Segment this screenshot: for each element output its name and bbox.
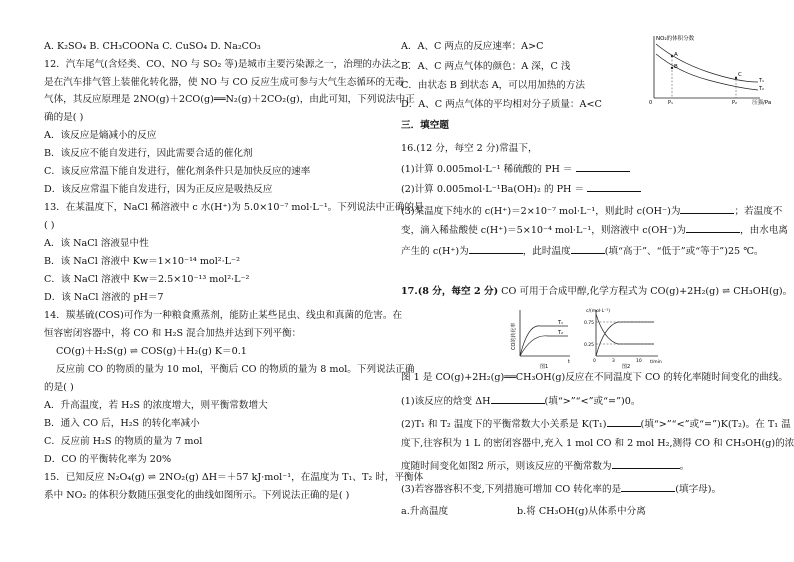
q12-line-1: 12．汽车尾气(含烃类、CO、NO 与 SO₂ 等)是城市主要污染源之一，治理的办法之一 xyxy=(44,59,411,70)
q15-option-c: C．由状态 B 到状态 A，可以用加热的方法 xyxy=(401,80,585,91)
q16-part3-blank-1[interactable] xyxy=(680,204,734,214)
q16-part3-text-c: 变，滴入稀盐酸使 c(H⁺)＝5×10⁻⁴ mol·L⁻¹，则溶液中 c(OH⁻)为 xyxy=(401,225,687,236)
point-a xyxy=(671,55,673,57)
p1-label: P₁ xyxy=(668,100,674,106)
q17-part1-text-a: (1)该反应的焓变 ΔH xyxy=(401,396,491,407)
figure-2 xyxy=(584,308,662,370)
q14-option-a: A．升高温度，若 H₂S 的浓度增大，则平衡常数增大 xyxy=(44,400,268,411)
q14-equation: CO(g)＋H₂S(g) ⇌ COS(g)＋H₂(g) K＝0.1 xyxy=(56,346,247,357)
q16-part2-text: (2)计算 0.005mol·L⁻¹Ba(OH)₂ 的 PH ＝ xyxy=(401,184,585,195)
point-b-label: B xyxy=(674,64,678,70)
q17-part3-text-a: (3)若容器容积不变,下列措施可增加 CO 转化率的是 xyxy=(401,484,622,495)
point-b xyxy=(671,67,673,69)
section-title: 三．填空题 xyxy=(401,120,449,131)
curve-t1-label: T₁ xyxy=(759,78,765,84)
q17-part2-blank-2[interactable] xyxy=(612,459,680,469)
q13-option-b: B．该 NaCl 溶液中 Kw＝1×10⁻¹⁴ mol²·L⁻² xyxy=(44,256,240,267)
q16-part3-text-b: ；若温度不 xyxy=(734,206,783,217)
q17-part2-line3: 度随时间变化如图2 所示，则该反应的平衡常数为 。 xyxy=(401,461,690,472)
fig1-ylabel: CO的转化率 xyxy=(511,322,517,350)
q16-part3-text-e: 产生的 c(H⁺)为 xyxy=(401,246,469,257)
q11-options: A. K₂SO₄ B. CH₃COONa C. CuSO₄ D. Na₂CO₃ xyxy=(44,41,261,52)
fig2-ylabel: c/(mol·L⁻¹) xyxy=(586,309,611,314)
point-c xyxy=(735,77,737,79)
figure-1 xyxy=(510,310,570,370)
point-a-label: A xyxy=(674,52,678,58)
fig2-ytick-075: 0.75 xyxy=(584,321,595,326)
figure-15 xyxy=(648,32,776,106)
q14-line-3: 反应前 CO 的物质的量为 10 mol，平衡后 CO 的物质的量为 8 mol。下列说法正确 xyxy=(56,364,415,375)
q17-header-rest: CO 可用于合成甲醇,化学方程式为 CO(g)+2H₂(g) ⇌ CH₃OH(g)。 xyxy=(501,286,793,297)
q15-option-d: D．A、C 两点气体的平均相对分子质量：A<C xyxy=(401,99,602,110)
q12-line-3: 气体，其反应原理是 2NO(g)＋2CO(g)══N₂(g)＋2CO₂(g)，由此可知，下列说法中正 xyxy=(44,94,415,105)
fig2-ch3oh-curve xyxy=(596,322,654,356)
q17-header xyxy=(401,286,792,298)
figure-q17 xyxy=(508,304,668,370)
fig2-xtick-10: 10 xyxy=(636,359,642,364)
figure-15-ylabel: NO₂的体积分数 xyxy=(656,36,695,42)
q16-header: 16.(12 分，每空 2 分)常温下， xyxy=(401,143,538,154)
q16-part3-text-f: ，此时温度 xyxy=(522,246,571,257)
q16-part3-line2 xyxy=(401,223,788,237)
fig2-xtick-0: 0 xyxy=(593,359,596,364)
q16-part1-blank[interactable] xyxy=(576,162,630,172)
q16-part3-line3 xyxy=(401,244,764,258)
q17-part1-text-b: (填“>”“<”或“=”)0。 xyxy=(544,396,641,407)
curve-t1 xyxy=(656,44,758,82)
q16-part1-text: (1)计算 0.005mol·L⁻¹ 稀硫酸的 PH ＝ xyxy=(401,164,573,175)
q17-option-a: a.升高温度 xyxy=(401,506,449,517)
q14-line-2: 恒容密闭容器中，将 CO 和 H₂S 混合加热并达到下列平衡： xyxy=(44,328,302,339)
q13-option-c: C．该 NaCl 溶液中 Kw＝2.5×10⁻¹³ mol²·L⁻² xyxy=(44,274,250,285)
q13-line-1: 13．在某温度下，NaCl 稀溶液中 c 水(H⁺)为 5.0×10⁻⁷ mol·L⁻¹。下列说法中正确的是 xyxy=(44,202,424,213)
curve-t2-label: T₂ xyxy=(759,86,765,92)
q17-part2-text-b: (填“>”“<”或“=”)K(T₂)。在 T₁ 温 xyxy=(640,419,791,430)
fig2-co-curve xyxy=(596,314,654,344)
q17-part1-blank[interactable] xyxy=(491,394,545,404)
q16-part3-text-g: (填“高于”、“低于”或“等于”)25 ℃。 xyxy=(604,246,764,257)
q16-part2-blank[interactable] xyxy=(587,182,641,192)
q12-option-b: B．该反应不能自发进行，因此需要合适的催化剂 xyxy=(44,148,253,159)
q16-part2 xyxy=(401,182,641,196)
q17-part2-text-a: (2)T₁ 和 T₂ 温度下的平衡常数大小关系是 K(T₁) xyxy=(401,419,607,430)
q14-option-b: B．通入 CO 后，H₂S 的转化率减小 xyxy=(44,418,200,429)
q12-line-4: 确的是( ) xyxy=(44,112,84,123)
q13-option-a: A．该 NaCl 溶液显中性 xyxy=(44,238,149,249)
q17-part3-text-b: (填字母)。 xyxy=(675,484,722,495)
q13-line-2: ( ) xyxy=(44,220,55,231)
q17-option-b: b.将 CH₃OH(g)从体系中分离 xyxy=(517,506,646,517)
fig2-xlabel: t/min xyxy=(650,360,662,365)
q16-part3-text-a: (3)某温度下纯水的 c(H⁺)＝2×10⁻⁷ mol·L⁻¹，则此时 c(OH⁻)为 xyxy=(401,206,681,217)
q12-option-c: C．该反应常温下能自发进行，催化剂条件只是加快反应的速率 xyxy=(44,166,311,177)
q12-option-a: A．该反应是熵减小的反应 xyxy=(44,130,157,141)
q17-part3 xyxy=(401,482,721,496)
figure-15-xlabel: 压强/Pa xyxy=(752,100,772,106)
q16-part3-blank-2[interactable] xyxy=(686,223,740,233)
q15-line-2: 系中 NO₂ 的体积分数随压强变化的曲线如图所示。下列说法正确的是( ) xyxy=(44,490,350,501)
origin-label: 0 xyxy=(649,100,653,106)
q17-part1 xyxy=(401,394,640,408)
fig1-t2-label: T₂ xyxy=(558,330,564,336)
fig1-xlabel: t xyxy=(568,359,570,365)
q17-part2-blank-1[interactable] xyxy=(607,417,641,427)
q16-part3-blank-4[interactable] xyxy=(571,244,605,254)
fig2-ytick-025: 0.25 xyxy=(584,343,595,348)
q14-option-d: D．CO 的平衡转化率为 20% xyxy=(44,454,172,465)
q16-part3-blank-3[interactable] xyxy=(469,244,523,254)
q17-part3-blank[interactable] xyxy=(621,482,675,492)
q15-option-b: B．A、C 两点气体的颜色：A 深，C 浅 xyxy=(401,61,571,72)
fig1-t1-label: T₁ xyxy=(558,320,564,326)
fig2-xtick-3: 3 xyxy=(612,359,615,364)
q17-header-bold: 17.(8 分，每空 2 分) xyxy=(401,286,499,297)
fig1-curve-t2 xyxy=(520,336,568,356)
q17-part2-text-d: 度随时间变化如图2 所示，则该反应的平衡常数为 xyxy=(401,461,612,472)
q14-option-c: C．反应前 H₂S 的物质的量为 7 mol xyxy=(44,436,203,447)
q14-line-1: 14．羰基硫(COS)可作为一种粮食熏蒸剂，能防止某些昆虫、线虫和真菌的危害。在 xyxy=(44,310,403,321)
q13-option-d: D．该 NaCl 溶液的 pH＝7 xyxy=(44,292,164,303)
q16-part3-text-d: ，由水电离 xyxy=(740,225,788,236)
q12-line-2: 是在汽车排气管上装催化转化器，使 NO 与 CO 反应生成可参与大气生态循环的无毒 xyxy=(44,77,405,88)
point-c-label: C xyxy=(738,72,742,78)
q12-option-d: D．该反应常温下能自发进行，因为正反应是吸热反应 xyxy=(44,184,273,195)
fig1-label: 图1 xyxy=(540,364,549,370)
fig2-label: 图2 xyxy=(622,364,631,370)
q15-line-1: 15．已知反应 N₂O₄(g) ⇌ 2NO₂(g) ΔH＝＋57 kJ·mol⁻¹，在温度为 T₁、T₂ 时，平衡体 xyxy=(44,472,424,483)
q17-description: 图 1 是 CO(g)+2H₂(g)══CH₃OH(g)反应在不同温度下 CO 的转化率随时间变化的曲线。 xyxy=(401,372,788,383)
q17-part2-line1 xyxy=(401,417,791,431)
p2-label: P₂ xyxy=(732,100,738,106)
q16-part1 xyxy=(401,162,630,176)
q15-option-a: A．A、C 两点的反应速率：A>C xyxy=(401,41,544,52)
q17-part2-line2: 度下,往容积为 1 L 的密闭容器中,充入 1 mol CO 和 2 mol H₂,测得 CO 和 CH₃OH(g)的浓 xyxy=(401,438,794,449)
q16-part3-line1 xyxy=(401,204,782,218)
q14-line-4: 的是( ) xyxy=(44,382,74,393)
